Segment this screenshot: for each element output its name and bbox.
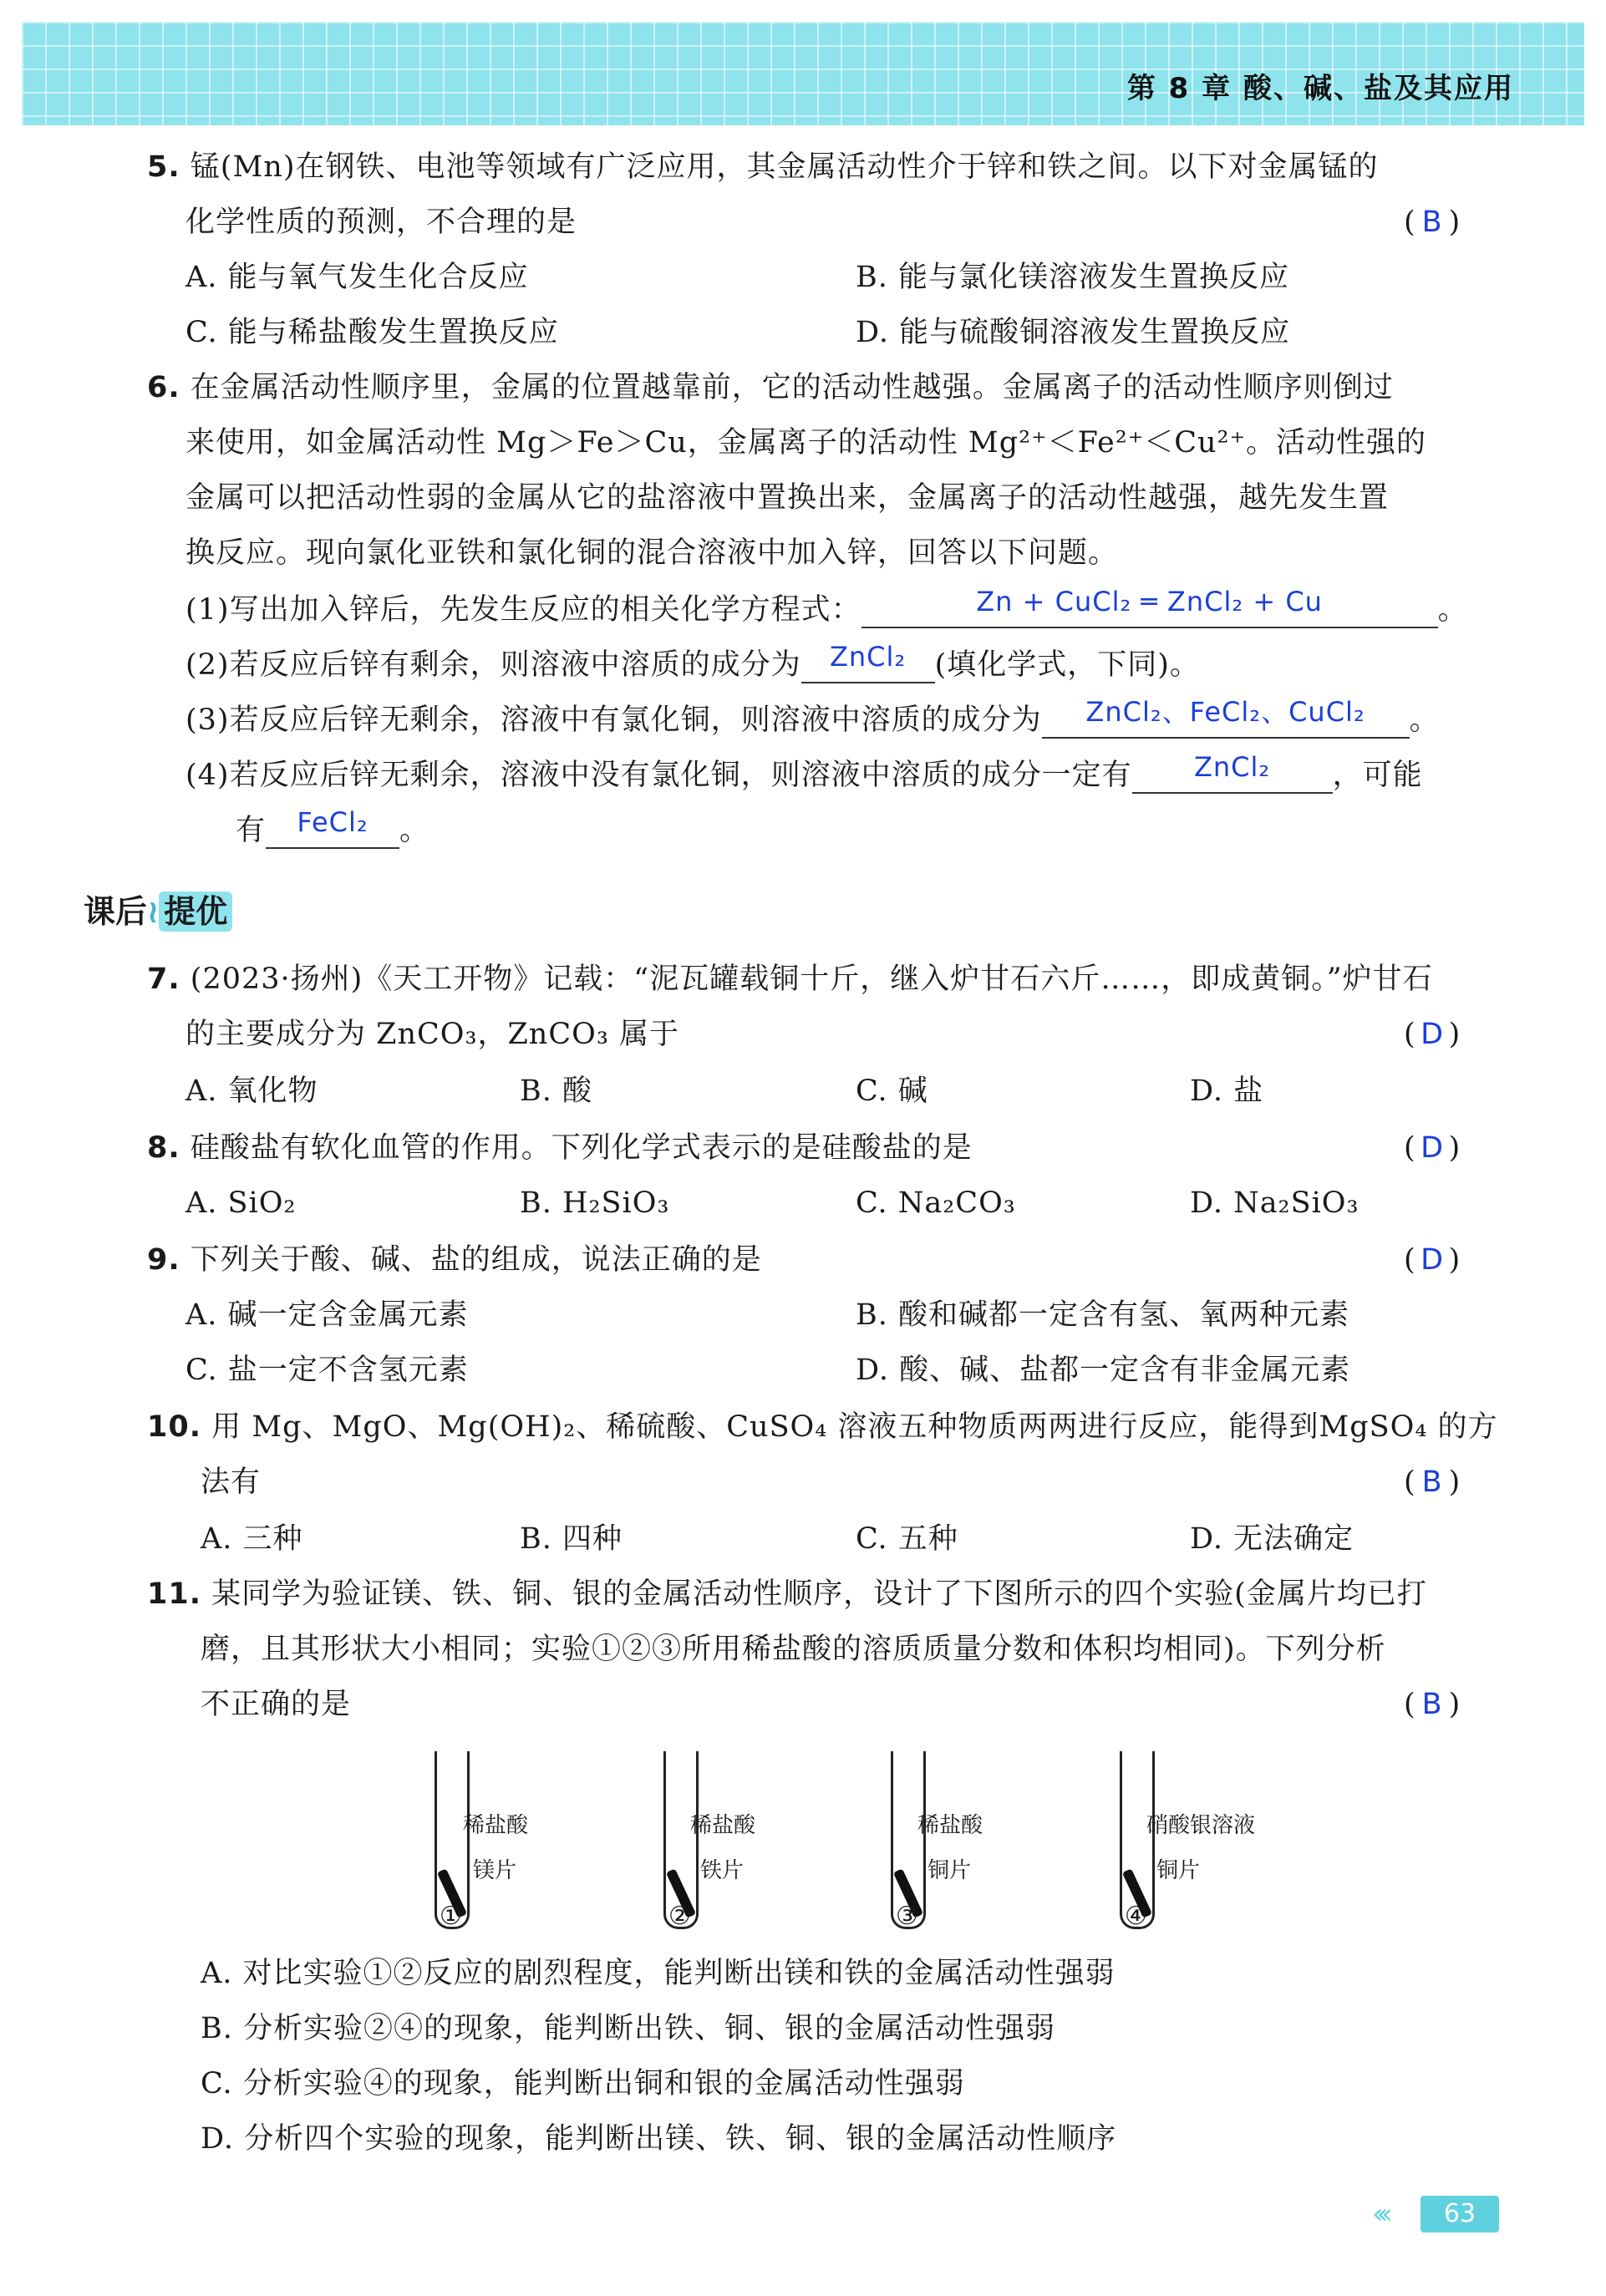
tube-1-metal-label: 镁片 — [473, 1858, 517, 1883]
q9-option-b: B. 酸和碱都一定含有氢、氧两种元素 — [856, 1298, 1349, 1332]
q6-stem1: 在金属活动性顺序里，金属的位置越靠前，它的活动性越强。金属离子的活动性顺序则倒过 — [190, 371, 1394, 404]
q7-answer: D — [1420, 1018, 1444, 1051]
q6-stem3: 金属可以把活动性弱的金属从它的盐溶液中置换出来，金属离子的活动性越强，越先发生置 — [186, 481, 1390, 515]
q5-stem2: 化学性质的预测，不合理的是 — [186, 206, 577, 239]
q10-stem1: 用 Mg、MgO、Mg(OH)₂、稀硫酸、CuSO₄ 溶液五种物质两两进行反应，能得到MgSO₄ 的方 — [211, 1410, 1498, 1444]
tube-4-liquid-label: 硝酸银溶液 — [1146, 1813, 1256, 1838]
q6-part1-end: 。 — [1437, 593, 1468, 627]
section-title-prefix: 课后 — [84, 893, 148, 930]
tube-3-number: ③ — [896, 1902, 918, 1931]
q11-option-a: A. 对比实验①②反应的剧烈程度，能判断出镁和铁的金属活动性强弱 — [201, 1957, 1116, 1990]
q6-part4-prompt: (4)若反应后锌无剩余，溶液中没有氯化铜，则溶液中溶质的成分一定有 — [186, 759, 1132, 792]
q8-option-a: A. SiO₂ — [186, 1186, 297, 1220]
q6-part2-prompt: (2)若反应后锌有剩余，则溶液中溶质的成分为 — [186, 648, 801, 682]
q8-answer-bracket: ( D ) — [1404, 1131, 1461, 1165]
q6-blank2 — [801, 641, 935, 683]
q9-option-a: A. 碱一定含金属元素 — [186, 1298, 469, 1332]
q7-stem1: (2023·扬州)《天工开物》记载：“泥瓦罐载铜十斤，继入炉甘石六斤……，即成黄铜。”炉甘石 — [190, 963, 1433, 996]
q10-stem-line1 — [147, 1409, 1497, 1445]
q8-answer: D — [1420, 1131, 1444, 1165]
tube-3-liquid-label: 稀盐酸 — [917, 1813, 983, 1838]
page-number: 63 — [1420, 2196, 1499, 2233]
section-title-arc-icon: ≀ — [147, 893, 160, 930]
q6-part2-suffix: (填化学式，下同)。 — [934, 648, 1200, 682]
section-title-highlight: 提优 — [159, 891, 232, 932]
q6-part2 — [186, 641, 1200, 683]
q5-number: 5. — [147, 150, 180, 184]
q9-stem: 下列关于酸、碱、盐的组成，说法正确的是 — [190, 1243, 762, 1277]
q11-stem1: 某同学为验证镁、铁、铜、银的金属活动性顺序，设计了下图所示的四个实验(金属片均已打 — [211, 1577, 1427, 1611]
tube-4-number: ④ — [1125, 1902, 1147, 1931]
tube-2-number: ② — [668, 1902, 691, 1931]
q11-stem-line1 — [147, 1576, 1427, 1613]
q7-stem2: 的主要成分为 ZnCO₃，ZnCO₃ 属于 — [186, 1018, 679, 1051]
q10-number: 10. — [147, 1410, 202, 1444]
q11-answer: B — [1421, 1688, 1442, 1721]
q6-blank1 — [861, 586, 1438, 628]
q6-part4-end: 。 — [399, 814, 430, 847]
q6-part4-cont — [236, 806, 430, 849]
q7-option-c: C. 碱 — [856, 1074, 928, 1108]
q11-option-c: C. 分析实验④的现象，能判断出铜和银的金属活动性强弱 — [201, 2067, 965, 2100]
q8-option-b: B. H₂SiO₃ — [520, 1186, 670, 1220]
q7-option-b: B. 酸 — [520, 1074, 592, 1108]
q10-answer-bracket: ( B ) — [1404, 1465, 1461, 1499]
q6-part1-prompt: (1)写出加入锌后，先发生反应的相关化学方程式： — [186, 593, 861, 627]
q6-part3 — [186, 696, 1440, 739]
q10-answer: B — [1421, 1465, 1442, 1499]
q10-option-c: C. 五种 — [856, 1522, 958, 1556]
tube-1-liquid-label: 稀盐酸 — [463, 1813, 529, 1838]
tube-2-metal-label: 铁片 — [700, 1858, 745, 1883]
q8-stem-line — [147, 1130, 973, 1166]
q5-answer-bracket: ( B ) — [1404, 206, 1461, 239]
q6-answer2: ZnCl₂ — [829, 641, 907, 673]
q7-stem-line1 — [147, 961, 1433, 998]
q9-option-c: C. 盐一定不含氢元素 — [186, 1354, 469, 1387]
q7-number: 7. — [147, 963, 180, 996]
q6-stem2: 来使用，如金属活动性 Mg＞Fe＞Cu，金属离子的活动性 Mg²⁺＜Fe²⁺＜Cu²⁺。活动性强的 — [186, 426, 1427, 460]
q8-option-c: C. Na₂CO₃ — [856, 1186, 1016, 1220]
q9-answer: D — [1420, 1243, 1444, 1277]
q11-option-b: B. 分析实验②④的现象，能判断出铁、铜、银的金属活动性强弱 — [201, 2012, 1055, 2045]
q6-blank5 — [266, 806, 399, 849]
chapter-title: 第 8 章 酸、碱、盐及其应用 — [1126, 72, 1514, 105]
q5-stem1: 锰(Mn)在钢铁、电池等领域有广泛应用，其金属活动性介于锌和铁之间。以下对金属锰的 — [190, 150, 1379, 184]
q5-option-c: C. 能与稀盐酸发生置换反应 — [186, 316, 559, 349]
q5-answer: B — [1421, 206, 1442, 239]
tube-1-number: ① — [440, 1902, 462, 1931]
q6-part4-suffix: ，可能 — [1332, 759, 1423, 792]
tube-4-metal-label: 铜片 — [1156, 1858, 1201, 1883]
q10-option-a: A. 三种 — [201, 1522, 303, 1556]
q5-option-b: B. 能与氯化镁溶液发生置换反应 — [856, 261, 1289, 294]
q6-answer3: ZnCl₂、FeCl₂、CuCl₂ — [1085, 696, 1365, 728]
q7-option-d: D. 盐 — [1190, 1074, 1264, 1108]
q9-answer-bracket: ( D ) — [1404, 1243, 1461, 1277]
q6-part4 — [186, 751, 1423, 794]
q11-stem2: 磨，且其形状大小相同；实验①②③所用稀盐酸的溶质质量分数和体积均相同)。下列分析 — [201, 1633, 1386, 1666]
q6-part1 — [186, 586, 1468, 628]
q6-blank4 — [1132, 751, 1333, 794]
section-title — [84, 886, 232, 932]
q9-option-d: D. 酸、碱、盐都一定含有非金属元素 — [856, 1354, 1351, 1387]
q11-number: 11. — [147, 1577, 202, 1611]
double-chevron-left-icon: ‹‹‹ — [1372, 2197, 1386, 2231]
q7-option-a: A. 氧化物 — [186, 1074, 318, 1108]
q9-number: 9. — [147, 1243, 180, 1277]
q6-stem4: 换反应。现向氯化亚铁和氯化铜的混合溶液中加入锌，回答以下问题。 — [186, 536, 1119, 570]
q6-part3-end: 。 — [1409, 704, 1440, 737]
q5-option-d: D. 能与硫酸铜溶液发生置换反应 — [856, 316, 1291, 349]
q5-option-a: A. 能与氧气发生化合反应 — [186, 261, 529, 294]
q9-stem-line — [147, 1242, 762, 1278]
tube-3-metal-label: 铜片 — [928, 1858, 972, 1883]
q11-option-d: D. 分析四个实验的现象，能判断出镁、铁、铜、银的金属活动性顺序 — [201, 2122, 1117, 2156]
tube-2-liquid-label: 稀盐酸 — [690, 1813, 756, 1838]
q6-stem-line1 — [147, 369, 1394, 406]
q11-stem3: 不正确的是 — [201, 1688, 352, 1721]
q6-blank3 — [1042, 696, 1410, 739]
q8-number: 8. — [147, 1131, 180, 1165]
q8-stem: 硅酸盐有软化血管的作用。下列化学式表示的是硅酸盐的是 — [190, 1131, 973, 1165]
q6-number: 6. — [147, 371, 180, 404]
q7-answer-bracket: ( D ) — [1404, 1018, 1461, 1051]
q10-stem2: 法有 — [201, 1465, 262, 1499]
q10-option-b: B. 四种 — [520, 1522, 623, 1556]
q6-answer1: Zn + CuCl₂ ═ ZnCl₂ + Cu — [976, 586, 1323, 617]
q6-answer4: ZnCl₂ — [1193, 751, 1271, 783]
q6-part3-prompt: (3)若反应后锌无剩余，溶液中有氯化铜，则溶液中溶质的成分为 — [186, 704, 1042, 737]
q6-part4-you: 有 — [236, 814, 267, 847]
q6-answer5: FeCl₂ — [297, 806, 368, 838]
q8-option-d: D. Na₂SiO₃ — [1190, 1186, 1360, 1220]
q11-answer-bracket: ( B ) — [1404, 1688, 1461, 1721]
q10-option-d: D. 无法确定 — [1190, 1522, 1354, 1556]
q5-stem-line1 — [147, 149, 1379, 185]
